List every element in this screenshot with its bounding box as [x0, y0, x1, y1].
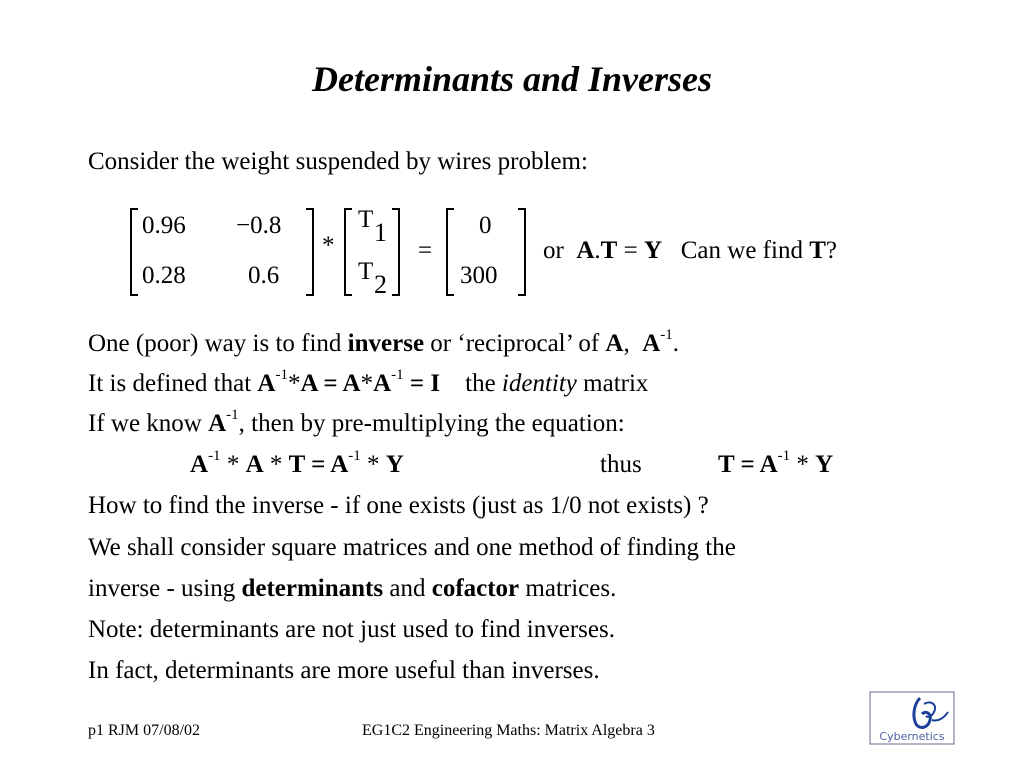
text-run: inverse - using	[88, 575, 242, 602]
equals-operator: =	[418, 237, 433, 264]
superscript: -1	[348, 448, 361, 465]
text-run: *	[360, 451, 386, 478]
compact-equation	[543, 237, 837, 265]
text-run: *	[220, 451, 246, 478]
text-run-bold: A	[257, 370, 276, 397]
question-suffix: ?	[825, 237, 837, 264]
text-run: One (poor) way is to find	[88, 330, 348, 357]
text-run-bold: Y	[385, 451, 404, 478]
logo-text: Cybernetics	[879, 730, 945, 743]
body-line-5: How to find the inverse - if one exists (just as 1/0 not exists) ?	[88, 492, 709, 519]
text-run: or ‘reciprocal’ of	[424, 330, 606, 357]
superscript: -1	[660, 327, 673, 344]
matrix-a-cell: −0.8	[236, 212, 282, 239]
superscript: -1	[226, 407, 239, 424]
text-run: matrix	[576, 370, 649, 397]
t-vector-cell: T	[358, 258, 374, 285]
compact-a: A	[576, 237, 595, 264]
text-run: *	[287, 370, 301, 397]
slide-title: Determinants and Inverses	[311, 59, 713, 99]
superscript: -1	[208, 448, 221, 465]
body-line-2	[88, 367, 649, 398]
text-run-bold: Y	[815, 451, 834, 478]
y-vector-left-bracket	[446, 208, 454, 296]
matrix-a-cell: 0.96	[142, 212, 186, 239]
text-run: matrices.	[519, 575, 617, 602]
y-vector-right-bracket	[518, 208, 526, 296]
body-line-4-left	[190, 448, 404, 479]
text-run-bold: A = A	[300, 370, 361, 397]
text-run-bold: A	[245, 451, 264, 478]
text-run-bold: A	[642, 330, 661, 357]
text-run: .	[672, 330, 680, 357]
matrix-a-left-bracket	[130, 208, 138, 296]
body-line-4-right	[718, 448, 834, 479]
superscript: -1	[275, 367, 288, 384]
text-run: *	[263, 451, 289, 478]
question-prefix: Can we find	[680, 237, 810, 264]
intro-text: Consider the weight suspended by wires problem:	[88, 148, 588, 175]
matrix-a-cell: 0.28	[142, 262, 186, 289]
body-line-1	[88, 327, 680, 358]
superscript: -1	[777, 448, 791, 465]
body-line-7	[88, 575, 616, 603]
t-vector-right-bracket	[392, 208, 400, 296]
text-run-bold: determinants	[241, 575, 384, 602]
cybernetics-logo-icon	[868, 690, 956, 746]
text-run: and	[383, 575, 432, 602]
thus-text: thus	[600, 451, 642, 478]
t-vector-cell: T	[358, 206, 374, 233]
body-line-8: Note: determinants are not just used to find inverses.	[88, 616, 615, 643]
text-run: ,	[623, 330, 643, 357]
body-line-3	[88, 407, 625, 438]
t-subscript: 1	[374, 218, 387, 247]
text-run-bold: A	[208, 410, 227, 437]
y-vector-cell: 0	[479, 212, 492, 239]
times-operator: *	[322, 232, 335, 259]
cybernetics-logo-graphic	[868, 690, 956, 746]
matrix-a-cell: 0.6	[248, 262, 280, 289]
t-subscript: 2	[374, 270, 387, 299]
text-run-bold: A	[373, 370, 392, 397]
text-run: the	[440, 370, 502, 397]
footer-left: p1 RJM 07/08/02	[88, 722, 201, 739]
text-run: It is defined that	[88, 370, 258, 397]
superscript: -1	[391, 367, 404, 384]
text-run-bold: T = A	[288, 451, 349, 478]
compact-equals: =	[623, 237, 638, 264]
text-run-bold: = I	[403, 370, 441, 397]
text-run-bold: cofactor	[431, 575, 520, 602]
body-line-6: We shall consider square matrices and one method of finding the	[88, 534, 736, 561]
text-run-bold: A	[605, 330, 624, 357]
question-t: T	[809, 237, 826, 264]
text-run-bold: T = A	[718, 451, 778, 478]
footer-center: EG1C2 Engineering Maths: Matrix Algebra 3	[362, 722, 655, 739]
compact-dot: .	[594, 237, 601, 264]
text-run: *	[360, 370, 374, 397]
text-run-italic: identity	[501, 370, 577, 397]
text-run-bold: A	[190, 451, 209, 478]
compact-y: Y	[643, 237, 662, 264]
body-line-9: In fact, determinants are more useful than inverses.	[88, 657, 600, 684]
text-run: If we know	[88, 410, 209, 437]
text-run-bold: inverse	[347, 330, 425, 357]
t-vector-left-bracket	[344, 208, 352, 296]
matrix-a-right-bracket	[306, 208, 314, 296]
y-vector-cell: 300	[460, 262, 498, 289]
text-run: *	[790, 451, 816, 478]
or-text: or	[543, 237, 564, 264]
text-run: , then by pre-multiplying the equation:	[238, 410, 625, 437]
compact-t: T	[600, 237, 618, 264]
